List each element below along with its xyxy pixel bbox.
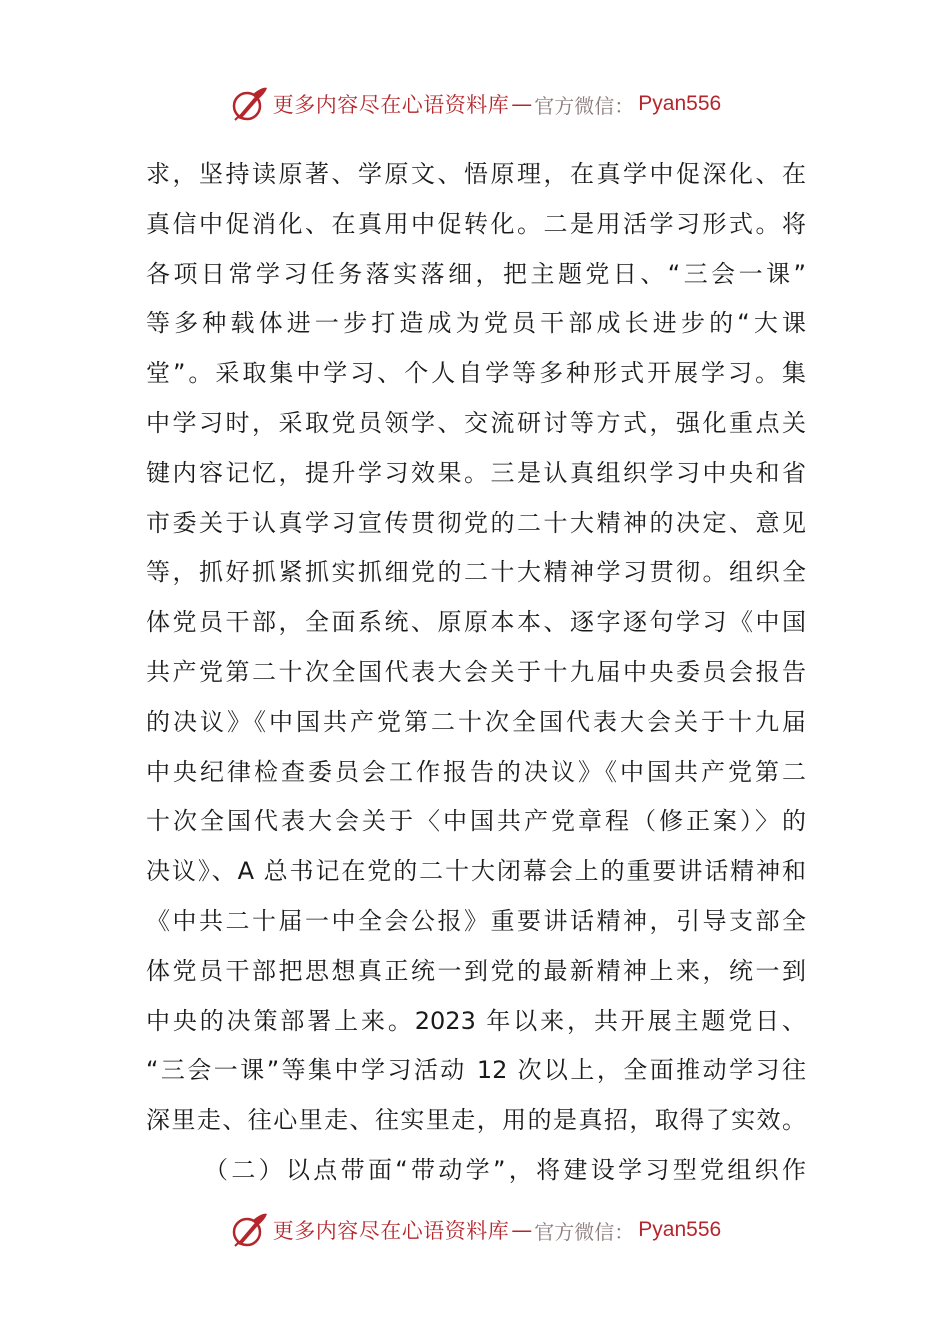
body-line-8: 市委关于认真学习宣传贯彻党的二十大精神的决定、意见 (146, 508, 806, 537)
quill-logo-icon (229, 84, 269, 124)
section-heading: （二）以点带面“带动学”，将建设学习型党组织作 (204, 1155, 806, 1184)
header-watermark-banner (0, 84, 950, 124)
header-site-text: 更多内容尽在心语资料库 (272, 93, 510, 117)
body-line-3: 各项日常学习任务落实落细，把主题党日、“三会一课” (146, 259, 806, 288)
body-line-6: 中学习时，采取党员领学、交流研讨等方式，强化重点关 (146, 408, 806, 437)
header-wechat-label: 官方微信： (534, 93, 635, 118)
header-wechat-id: Pyan556 (638, 92, 722, 115)
body-line-9: 等，抓好抓紧抓实抓细党的二十大精神学习贯彻。组织全 (146, 558, 806, 587)
body-line-1: 求，坚持读原著、学原文、悟原理，在真学中促深化、在 (146, 160, 806, 188)
body-line-10: 体党员干部，全面系统、原原本本、逐字逐句学习《中国 (146, 608, 806, 637)
body-line-16: 《中共二十届一中全会公报》重要讲话精神，引导支部全 (146, 906, 806, 935)
body-line-19: “三会一课”等集中学习活动 12 次以上，全面推动学习往 (146, 1056, 806, 1085)
body-line-17: 体党员干部把思想真正统一到党的最新精神上来，统一到 (146, 956, 806, 985)
footer-wechat-id: Pyan556 (638, 1218, 722, 1241)
body-line-2: 真信中促消化、在真用中促转化。二是用活学习形式。将 (146, 209, 806, 238)
body-line-20: 深里走、往心里走、往实里走，用的是真招，取得了实效。 (146, 1106, 806, 1135)
header-dash: — (511, 92, 533, 116)
footer-watermark-banner (0, 1210, 950, 1250)
body-line-12: 的决议》《中国共产党第二十次全国代表大会关于十九届 (146, 707, 806, 736)
body-line-7: 键内容记忆，提升学习效果。三是认真组织学习中央和省 (146, 458, 806, 487)
body-line-14: 十次全国代表大会关于〈中国共产党章程（修正案）〉的 (146, 807, 806, 836)
body-line-4: 等多种载体进一步打造成为党员干部成长进步的“大课 (146, 309, 806, 338)
body-line-18: 中央的决策部署上来。2023 年以来，共开展主题党日、 (146, 1006, 806, 1035)
body-line-15: 决议》、A 总书记在党的二十大闭幕会上的重要讲话精神和 (146, 857, 806, 886)
footer-dash: — (511, 1218, 533, 1242)
quill-logo-icon (229, 1210, 269, 1250)
document-body (146, 150, 806, 1196)
footer-wechat-label: 官方微信： (534, 1219, 635, 1244)
body-line-13: 中央纪律检查委员会工作报告的决议》《中国共产党第二 (146, 757, 806, 786)
body-line-11: 共产党第二十次全国代表大会关于十九届中央委员会报告 (146, 657, 806, 686)
footer-site-text: 更多内容尽在心语资料库 (272, 1219, 510, 1243)
body-line-5: 堂”。采取集中学习、个人自学等多种形式开展学习。集 (146, 359, 806, 388)
